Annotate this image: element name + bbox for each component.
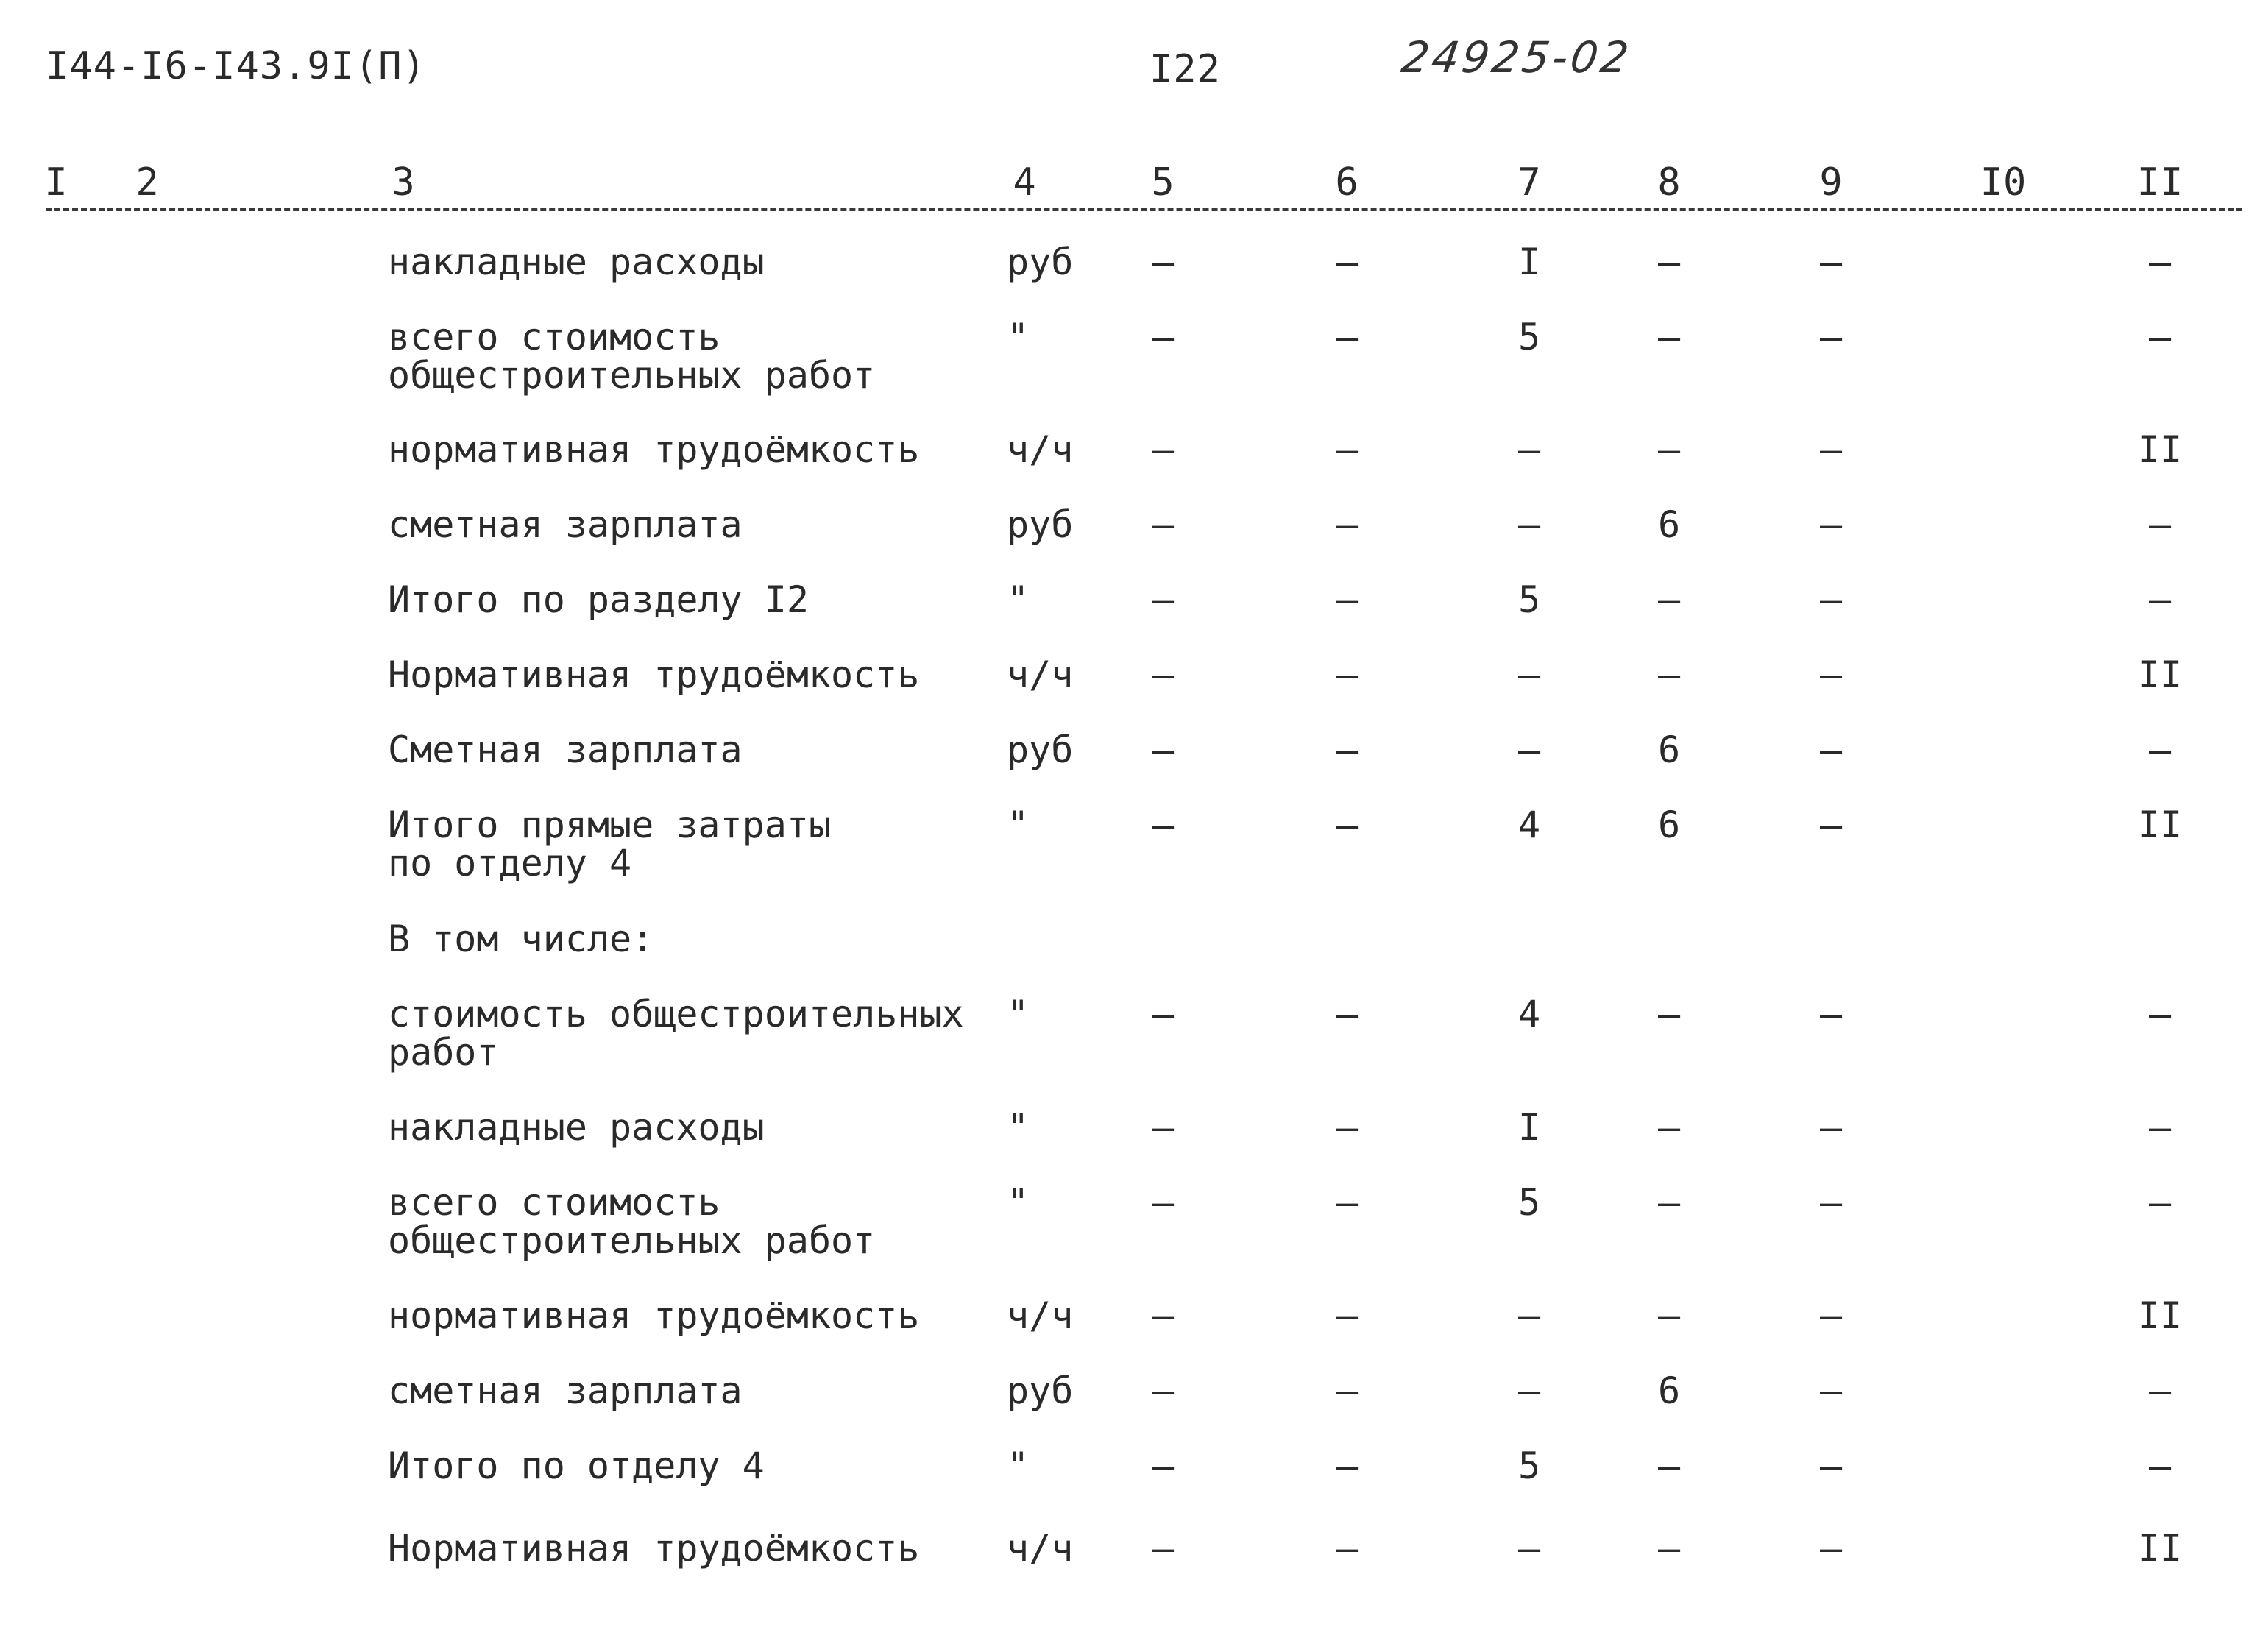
cell-col11: II <box>2137 653 2183 696</box>
row-unit: " <box>1007 1181 1030 1224</box>
row-unit: " <box>1007 316 1030 358</box>
cell-col6: – <box>1335 804 1359 846</box>
row-unit: ч/ч <box>1007 1527 1074 1570</box>
cell-col7: 5 <box>1517 1444 1541 1487</box>
cell-col9: – <box>1819 1106 1843 1149</box>
cell-col7: 4 <box>1517 993 1541 1035</box>
cell-col6: – <box>1335 1106 1359 1149</box>
cell-col7: 5 <box>1517 316 1541 358</box>
cell-col6: – <box>1335 503 1359 546</box>
cell-col7: – <box>1517 1527 1541 1570</box>
row-unit: " <box>1007 1444 1030 1487</box>
table-row <box>0 1444 2260 1520</box>
cell-col11: II <box>2137 804 2183 846</box>
cell-col6: – <box>1335 1444 1359 1487</box>
row-label: накладные расходы <box>388 241 765 283</box>
cell-col5: – <box>1151 993 1175 1035</box>
column-number: 9 <box>1819 160 1843 205</box>
cell-col9: – <box>1819 653 1843 696</box>
row-label: Нормативная трудоёмкость <box>388 653 920 696</box>
cell-col9: – <box>1819 578 1843 621</box>
cell-col9: – <box>1819 804 1843 846</box>
row-unit: руб <box>1007 728 1074 771</box>
table-row <box>0 503 2260 579</box>
row-unit: ч/ч <box>1007 428 1074 471</box>
cell-col8: – <box>1657 1106 1681 1149</box>
table-row <box>0 243 2260 316</box>
cell-col5: – <box>1151 728 1175 771</box>
cell-col11: – <box>2148 993 2172 1035</box>
cell-col7: I <box>1517 241 1541 283</box>
row-unit: " <box>1007 993 1030 1035</box>
row-label: Сметная зарплата <box>388 728 743 771</box>
cell-col8: – <box>1657 1181 1681 1224</box>
cell-col6: – <box>1335 1294 1359 1337</box>
cell-col8: – <box>1657 1444 1681 1487</box>
row-label: накладные расходы <box>388 1106 765 1149</box>
column-number: 2 <box>135 160 159 205</box>
cell-col6: – <box>1335 578 1359 621</box>
cell-col7: I <box>1517 1106 1541 1149</box>
cell-col11: – <box>2148 728 2172 771</box>
cell-col9: – <box>1819 1294 1843 1337</box>
cell-col6: – <box>1335 653 1359 696</box>
cell-col9: – <box>1819 1369 1843 1412</box>
cell-col9: – <box>1819 503 1843 546</box>
cell-col8: – <box>1657 993 1681 1035</box>
row-unit: " <box>1007 804 1030 846</box>
row-unit: руб <box>1007 241 1074 283</box>
row-label: всего стоимость общестроительных работ <box>388 1181 876 1262</box>
row-label: стоимость общестроительных работ <box>388 993 964 1074</box>
cell-col5: – <box>1151 1181 1175 1224</box>
row-unit: руб <box>1007 503 1074 546</box>
column-number: II <box>2136 160 2183 205</box>
cell-col11: – <box>2148 1181 2172 1224</box>
cell-col8: 6 <box>1657 1369 1681 1412</box>
table-row <box>0 993 2260 1074</box>
row-label: сметная зарплата <box>388 1369 743 1412</box>
cell-col5: – <box>1151 1369 1175 1412</box>
cell-col7: 4 <box>1517 804 1541 846</box>
cell-col8: 6 <box>1657 503 1681 546</box>
column-number: 8 <box>1657 160 1681 205</box>
table-row <box>0 1108 2260 1182</box>
cell-col8: – <box>1657 428 1681 471</box>
cell-col9: – <box>1819 316 1843 358</box>
cell-col7: – <box>1517 728 1541 771</box>
cell-col6: – <box>1335 1369 1359 1412</box>
cell-col5: – <box>1151 428 1175 471</box>
cell-col9: – <box>1819 428 1843 471</box>
table-row <box>0 578 2260 654</box>
table-row <box>0 316 2260 397</box>
cell-col8: 6 <box>1657 804 1681 846</box>
row-label: нормативная трудоёмкость <box>388 428 920 471</box>
row-unit: " <box>1007 1106 1030 1149</box>
table-row <box>0 920 2260 993</box>
row-label: Итого прямые затраты по отделу 4 <box>388 804 832 885</box>
cell-col11: – <box>2148 316 2172 358</box>
cell-col6: – <box>1335 316 1359 358</box>
column-number: 7 <box>1517 160 1541 205</box>
table-row <box>0 1294 2260 1370</box>
cell-col5: – <box>1151 316 1175 358</box>
cell-col9: – <box>1819 1181 1843 1224</box>
cell-col7: – <box>1517 503 1541 546</box>
cell-col9: – <box>1819 1527 1843 1570</box>
column-number: 5 <box>1151 160 1175 205</box>
row-unit: " <box>1007 578 1030 621</box>
page-number: I22 <box>1150 47 1221 91</box>
cell-col11: – <box>2148 578 2172 621</box>
cell-col7: – <box>1517 428 1541 471</box>
cell-col5: – <box>1151 1444 1175 1487</box>
cell-col6: – <box>1335 241 1359 283</box>
column-number: I <box>44 160 68 205</box>
table-row <box>0 1529 2260 1603</box>
cell-col6: – <box>1335 993 1359 1035</box>
cell-col5: – <box>1151 503 1175 546</box>
cell-col9: – <box>1819 993 1843 1035</box>
cell-col8: – <box>1657 316 1681 358</box>
row-label: Итого по разделу I2 <box>388 578 809 621</box>
header-divider <box>46 208 2242 211</box>
cell-col11: – <box>2148 241 2172 283</box>
table-row <box>0 728 2260 804</box>
cell-col8: – <box>1657 1527 1681 1570</box>
cell-col5: – <box>1151 804 1175 846</box>
table-row <box>0 804 2260 885</box>
cell-col5: – <box>1151 1527 1175 1570</box>
cell-col5: – <box>1151 653 1175 696</box>
cell-col11: II <box>2137 428 2183 471</box>
row-label: всего стоимость общестроительных работ <box>388 316 876 397</box>
cell-col6: – <box>1335 1181 1359 1224</box>
row-label: сметная зарплата <box>388 503 743 546</box>
row-unit: руб <box>1007 1369 1074 1412</box>
cell-col6: – <box>1335 428 1359 471</box>
row-label: В том числе: <box>388 918 654 960</box>
cell-col5: – <box>1151 241 1175 283</box>
cell-col8: 6 <box>1657 728 1681 771</box>
cell-col6: – <box>1335 728 1359 771</box>
cell-col8: – <box>1657 241 1681 283</box>
document-code: I44-I6-I43.9I(П) <box>46 44 426 88</box>
column-number: 4 <box>1013 160 1036 205</box>
row-label: Итого по отделу 4 <box>388 1444 765 1487</box>
row-label: Нормативная трудоёмкость <box>388 1527 920 1570</box>
column-number: 3 <box>392 160 415 205</box>
column-number: 6 <box>1335 160 1359 205</box>
table-row <box>0 653 2260 729</box>
cell-col6: – <box>1335 1527 1359 1570</box>
cell-col11: II <box>2137 1294 2183 1337</box>
cell-col7: 5 <box>1517 578 1541 621</box>
cell-col8: – <box>1657 1294 1681 1337</box>
cell-col7: – <box>1517 1369 1541 1412</box>
table-row <box>0 430 2260 504</box>
cell-col9: – <box>1819 241 1843 283</box>
row-label: нормативная трудоёмкость <box>388 1294 920 1337</box>
row-unit: ч/ч <box>1007 1294 1074 1337</box>
column-number: I0 <box>1980 160 2027 205</box>
cell-col11: – <box>2148 1106 2172 1149</box>
cell-col5: – <box>1151 1294 1175 1337</box>
cell-col5: – <box>1151 1106 1175 1149</box>
table-row <box>0 1369 2260 1445</box>
cell-col7: 5 <box>1517 1181 1541 1224</box>
cell-col7: – <box>1517 653 1541 696</box>
cell-col8: – <box>1657 653 1681 696</box>
cell-col11: – <box>2148 1369 2172 1412</box>
cell-col5: – <box>1151 578 1175 621</box>
row-unit: ч/ч <box>1007 653 1074 696</box>
cell-col9: – <box>1819 1444 1843 1487</box>
cell-col9: – <box>1819 728 1843 771</box>
table-row <box>0 1181 2260 1262</box>
cell-col8: – <box>1657 578 1681 621</box>
cell-col11: – <box>2148 1444 2172 1487</box>
cell-col11: – <box>2148 503 2172 546</box>
cell-col7: – <box>1517 1294 1541 1337</box>
handwritten-number: 24925-02 <box>1398 32 1635 82</box>
cell-col11: II <box>2137 1527 2183 1570</box>
